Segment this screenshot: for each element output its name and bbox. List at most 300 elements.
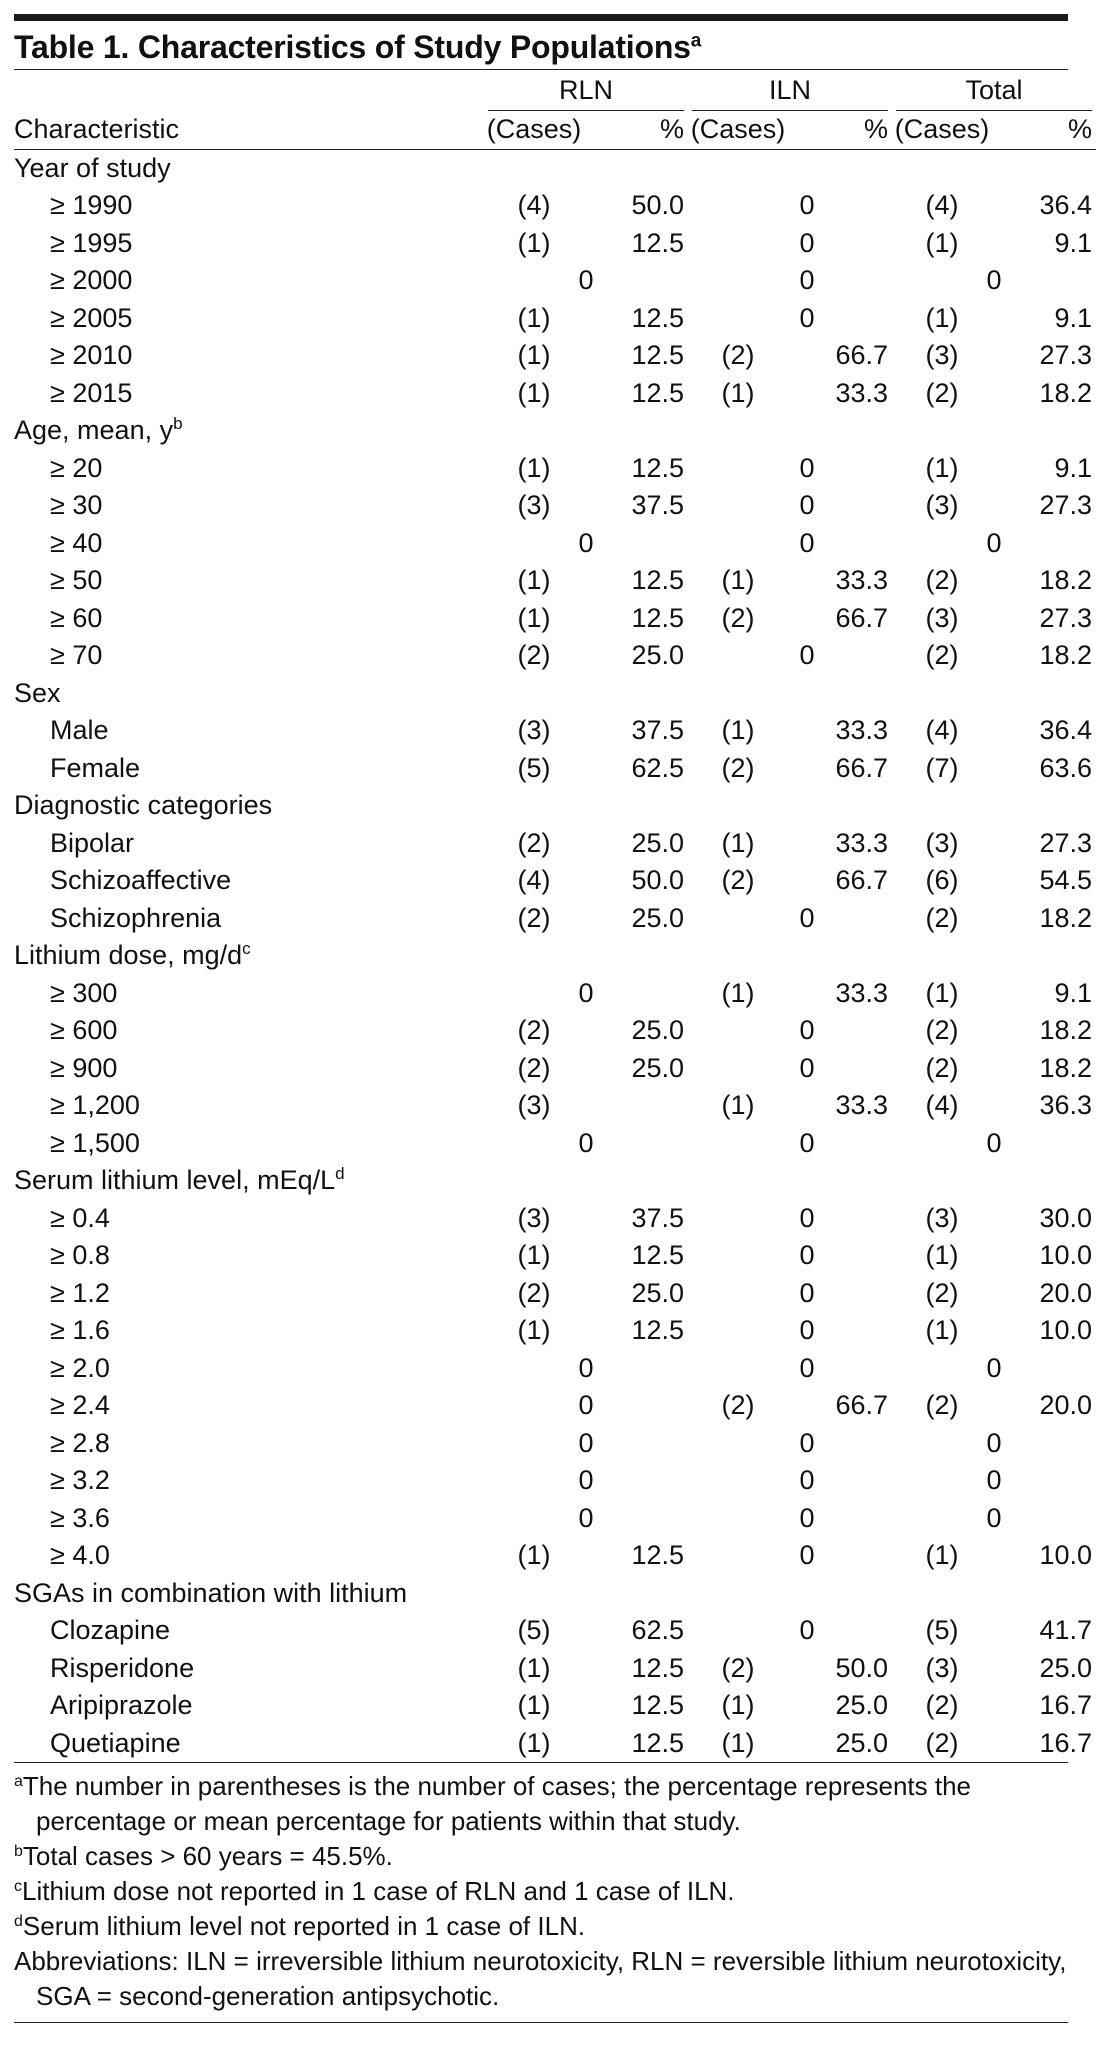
iln-cases: (1) bbox=[721, 1090, 755, 1120]
total-cases: (2) bbox=[925, 1277, 959, 1308]
section-label-text: Year of study bbox=[14, 152, 171, 183]
iln-zero-value: 0 bbox=[799, 1540, 815, 1570]
table-row bbox=[14, 1500, 1096, 1538]
table-row bbox=[14, 1312, 1096, 1350]
table-row bbox=[14, 562, 1096, 600]
row-label: ≥ 2.8 bbox=[50, 1427, 110, 1458]
total-cases: (6) bbox=[925, 865, 959, 895]
rln-percent: 37.5 bbox=[631, 1202, 685, 1233]
rln-cases: (1) bbox=[517, 1690, 551, 1720]
section-label-text: Sex bbox=[14, 677, 61, 708]
iln-cases: (1) bbox=[721, 715, 755, 745]
total-percent: 16.7 bbox=[1039, 1690, 1093, 1720]
table-row bbox=[14, 1612, 1096, 1650]
rln-percent: 37.5 bbox=[631, 715, 685, 745]
column-header-rln-pct: % bbox=[584, 111, 688, 149]
row-label: Bipolar bbox=[50, 827, 135, 858]
section-header-row bbox=[14, 149, 1096, 187]
section-header-row bbox=[14, 937, 1096, 975]
table-row bbox=[14, 1725, 1096, 1763]
iln-zero-value: 0 bbox=[799, 1465, 815, 1495]
iln-percent: 66.7 bbox=[835, 752, 889, 783]
row-label: ≥ 2.4 bbox=[50, 1390, 110, 1420]
rln-cases: (1) bbox=[517, 1540, 551, 1570]
section-header-row bbox=[14, 675, 1096, 713]
section-footnote-marker: b bbox=[173, 414, 183, 433]
total-cases: (4) bbox=[925, 715, 959, 745]
table-row bbox=[14, 1200, 1096, 1238]
group-header-rln-label: RLN bbox=[488, 70, 684, 111]
section-header-row bbox=[14, 1162, 1096, 1200]
column-header-characteristic: Characteristic bbox=[14, 111, 484, 149]
row-label: Male bbox=[50, 715, 109, 745]
table-row bbox=[14, 1087, 1096, 1125]
iln-zero-value: 0 bbox=[799, 1202, 815, 1233]
rln-percent: 25.0 bbox=[631, 640, 685, 670]
rln-cases: (4) bbox=[517, 190, 551, 220]
section-label bbox=[14, 412, 1096, 450]
group-header-spacer bbox=[14, 70, 484, 111]
rln-cases: (1) bbox=[517, 1652, 551, 1683]
footnote bbox=[14, 1839, 1068, 1874]
table-row bbox=[14, 712, 1096, 750]
rln-zero-value: 0 bbox=[578, 1352, 594, 1383]
rln-percent: 25.0 bbox=[631, 1277, 685, 1308]
total-percent: 9.1 bbox=[1054, 227, 1093, 258]
rln-cases: (2) bbox=[517, 1015, 551, 1045]
row-label: ≥ 40 bbox=[50, 527, 103, 558]
rln-cases: (1) bbox=[517, 1315, 551, 1345]
table-row bbox=[14, 337, 1096, 375]
total-percent: 18.2 bbox=[1039, 1052, 1093, 1083]
rln-zero-value: 0 bbox=[578, 1390, 594, 1420]
iln-percent: 25.0 bbox=[835, 1690, 889, 1720]
rln-percent: 62.5 bbox=[631, 752, 685, 783]
rln-percent: 37.5 bbox=[631, 490, 685, 520]
total-cases: (2) bbox=[925, 1727, 959, 1758]
total-cases: (1) bbox=[925, 1540, 959, 1570]
row-label: ≥ 50 bbox=[50, 565, 103, 595]
footnote-text: Abbreviations: ILN = irreversible lithium neurotoxicity, RLN = reversible lithium neurotoxicity, SGA = second-generation antipsychotic. bbox=[14, 1946, 1067, 2011]
row-label: Schizophrenia bbox=[50, 902, 222, 933]
table-row bbox=[14, 825, 1096, 863]
rln-percent: 12.5 bbox=[631, 565, 685, 595]
iln-zero-value: 0 bbox=[799, 190, 815, 220]
total-cases: (7) bbox=[925, 752, 959, 783]
iln-percent: 33.3 bbox=[835, 977, 889, 1008]
total-zero-value: 0 bbox=[986, 1352, 1002, 1383]
total-percent: 10.0 bbox=[1039, 1315, 1093, 1345]
iln-percent: 66.7 bbox=[835, 340, 889, 370]
total-percent: 27.3 bbox=[1039, 827, 1093, 858]
table-row bbox=[14, 225, 1096, 263]
rln-cases: (5) bbox=[517, 752, 551, 783]
rln-percent: 25.0 bbox=[631, 1052, 685, 1083]
iln-zero-value: 0 bbox=[799, 527, 815, 558]
rln-percent: 25.0 bbox=[631, 1015, 685, 1045]
rln-zero-value: 0 bbox=[578, 527, 594, 558]
rln-percent: 12.5 bbox=[631, 377, 685, 408]
table-row bbox=[14, 1125, 1096, 1163]
rln-percent: 50.0 bbox=[631, 190, 685, 220]
iln-percent: 33.3 bbox=[835, 827, 889, 858]
total-zero-value: 0 bbox=[986, 1465, 1002, 1495]
total-percent: 27.3 bbox=[1039, 602, 1093, 633]
total-cases: (2) bbox=[925, 1390, 959, 1420]
footnote bbox=[14, 1944, 1068, 2014]
row-label: ≥ 1.2 bbox=[50, 1277, 110, 1308]
iln-cases: (1) bbox=[721, 377, 755, 408]
row-label: Risperidone bbox=[50, 1652, 195, 1683]
total-cases: (1) bbox=[925, 452, 959, 483]
iln-zero-value: 0 bbox=[799, 1352, 815, 1383]
section-footnote-marker: d bbox=[335, 1164, 345, 1183]
row-label: ≥ 3.6 bbox=[50, 1502, 110, 1533]
iln-cases: (1) bbox=[721, 977, 755, 1008]
section-label-text: Serum lithium level, mEq/L bbox=[14, 1165, 336, 1195]
iln-zero-value: 0 bbox=[799, 1502, 815, 1533]
total-cases: (1) bbox=[925, 1315, 959, 1345]
footnote bbox=[14, 1769, 1068, 1839]
total-percent: 18.2 bbox=[1039, 565, 1093, 595]
iln-cases: (2) bbox=[721, 1390, 755, 1420]
rln-percent: 62.5 bbox=[631, 1615, 685, 1645]
section-footnote-marker: c bbox=[242, 939, 251, 958]
row-label: ≥ 2005 bbox=[50, 302, 133, 333]
row-label: ≥ 1990 bbox=[50, 190, 133, 220]
iln-percent: 33.3 bbox=[835, 715, 889, 745]
total-percent: 36.4 bbox=[1039, 190, 1093, 220]
rln-cases: (1) bbox=[517, 1240, 551, 1270]
iln-cases: (1) bbox=[721, 565, 755, 595]
row-label: ≥ 1,500 bbox=[50, 1127, 140, 1158]
table-row bbox=[14, 1275, 1096, 1313]
group-header-iln bbox=[688, 70, 892, 111]
iln-cases: (2) bbox=[721, 865, 755, 895]
iln-cases: (2) bbox=[721, 752, 755, 783]
total-zero-value: 0 bbox=[986, 527, 1002, 558]
row-label: ≥ 1,200 bbox=[50, 1090, 140, 1120]
total-cases: (1) bbox=[925, 227, 959, 258]
iln-percent: 50.0 bbox=[835, 1652, 889, 1683]
iln-zero-value: 0 bbox=[799, 227, 815, 258]
row-label: ≥ 2015 bbox=[50, 377, 133, 408]
total-cases: (3) bbox=[925, 827, 959, 858]
total-percent: 20.0 bbox=[1039, 1277, 1093, 1308]
bottom-rule bbox=[14, 2022, 1068, 2023]
total-percent: 36.3 bbox=[1039, 1090, 1093, 1120]
rln-percent: 50.0 bbox=[631, 865, 685, 895]
column-header-iln-cases: (Cases) bbox=[688, 111, 788, 149]
rln-zero-value: 0 bbox=[578, 1465, 594, 1495]
total-cases: (4) bbox=[925, 1090, 959, 1120]
iln-percent: 33.3 bbox=[835, 377, 889, 408]
table-row bbox=[14, 1462, 1096, 1500]
row-label: ≥ 60 bbox=[50, 602, 103, 633]
total-zero-value: 0 bbox=[986, 1502, 1002, 1533]
total-cases: (3) bbox=[925, 340, 959, 370]
table-row bbox=[14, 187, 1096, 225]
row-label: ≥ 2010 bbox=[50, 340, 133, 370]
table-bottom-rule bbox=[14, 1762, 1068, 1763]
footnote-marker: b bbox=[14, 1843, 23, 1860]
table-title-text: Table 1. Characteristics of Study Populations bbox=[14, 29, 691, 65]
total-percent: 9.1 bbox=[1054, 452, 1093, 483]
row-label: ≥ 600 bbox=[50, 1015, 118, 1045]
row-label: Aripiprazole bbox=[50, 1690, 193, 1720]
total-cases: (1) bbox=[925, 1240, 959, 1270]
rln-cases: (3) bbox=[517, 715, 551, 745]
row-label: Female bbox=[50, 752, 141, 783]
row-label: ≥ 300 bbox=[50, 977, 118, 1008]
group-header-total-label: Total bbox=[896, 70, 1092, 111]
row-label: Schizoaffective bbox=[50, 865, 232, 895]
table-body bbox=[14, 149, 1096, 1762]
total-cases: (2) bbox=[925, 1052, 959, 1083]
table-row bbox=[14, 1687, 1096, 1725]
total-percent: 41.7 bbox=[1039, 1615, 1093, 1645]
row-label: Clozapine bbox=[50, 1615, 171, 1645]
rln-cases: (2) bbox=[517, 1277, 551, 1308]
iln-zero-value: 0 bbox=[799, 1127, 815, 1158]
total-percent: 36.4 bbox=[1039, 715, 1093, 745]
group-header-row bbox=[14, 70, 1096, 111]
section-label bbox=[14, 675, 1096, 713]
total-cases: (3) bbox=[925, 1202, 959, 1233]
total-percent: 10.0 bbox=[1039, 1240, 1093, 1270]
total-percent: 18.2 bbox=[1039, 902, 1093, 933]
total-zero-value: 0 bbox=[986, 265, 1002, 295]
iln-percent: 25.0 bbox=[835, 1727, 889, 1758]
section-label bbox=[14, 1162, 1096, 1200]
iln-zero-value: 0 bbox=[799, 1240, 815, 1270]
rln-percent bbox=[584, 1087, 688, 1125]
table-row bbox=[14, 1237, 1096, 1275]
footnote-marker: c bbox=[14, 1878, 22, 1895]
rln-percent: 12.5 bbox=[631, 1540, 685, 1570]
rln-percent: 12.5 bbox=[631, 1727, 685, 1758]
column-header-iln-pct: % bbox=[788, 111, 892, 149]
total-cases: (3) bbox=[925, 602, 959, 633]
column-header-total-pct: % bbox=[992, 111, 1096, 149]
iln-cases: (2) bbox=[721, 340, 755, 370]
rln-cases: (1) bbox=[517, 302, 551, 333]
iln-zero-value: 0 bbox=[799, 1277, 815, 1308]
total-percent: 9.1 bbox=[1054, 977, 1093, 1008]
table-row bbox=[14, 1350, 1096, 1388]
section-label bbox=[14, 1575, 1096, 1613]
total-cases: (2) bbox=[925, 1690, 959, 1720]
rln-percent: 12.5 bbox=[631, 1315, 685, 1345]
row-label: ≥ 20 bbox=[50, 452, 103, 483]
total-zero-value: 0 bbox=[986, 1127, 1002, 1158]
total-percent: 18.2 bbox=[1039, 1015, 1093, 1045]
rln-percent: 25.0 bbox=[631, 902, 685, 933]
total-percent: 63.6 bbox=[1039, 752, 1093, 783]
characteristics-table bbox=[14, 70, 1096, 1762]
total-percent: 10.0 bbox=[1039, 1540, 1093, 1570]
row-label: ≥ 30 bbox=[50, 490, 103, 520]
iln-percent: 66.7 bbox=[835, 1390, 889, 1420]
rln-cases: (1) bbox=[517, 602, 551, 633]
rln-percent: 12.5 bbox=[631, 602, 685, 633]
rln-zero-value: 0 bbox=[578, 977, 594, 1008]
group-header-iln-label: ILN bbox=[692, 70, 888, 111]
iln-zero-value: 0 bbox=[799, 902, 815, 933]
rln-zero-value: 0 bbox=[578, 1427, 594, 1458]
footnote bbox=[14, 1874, 1068, 1909]
table-row bbox=[14, 900, 1096, 938]
rln-cases: (3) bbox=[517, 1202, 551, 1233]
rln-percent: 12.5 bbox=[631, 452, 685, 483]
rln-cases: (2) bbox=[517, 827, 551, 858]
rln-percent: 25.0 bbox=[631, 827, 685, 858]
total-cases: (4) bbox=[925, 190, 959, 220]
rln-cases: (1) bbox=[517, 452, 551, 483]
total-percent: 25.0 bbox=[1039, 1652, 1093, 1683]
total-cases: (3) bbox=[925, 490, 959, 520]
total-percent: 30.0 bbox=[1039, 1202, 1093, 1233]
section-label bbox=[14, 787, 1096, 825]
iln-zero-value: 0 bbox=[799, 1427, 815, 1458]
total-cases: (2) bbox=[925, 640, 959, 670]
row-label: ≥ 1.6 bbox=[50, 1315, 110, 1345]
section-header-row bbox=[14, 787, 1096, 825]
row-label: ≥ 0.8 bbox=[50, 1240, 110, 1270]
table-row bbox=[14, 487, 1096, 525]
row-label: Quetiapine bbox=[50, 1727, 181, 1758]
iln-zero-value: 0 bbox=[799, 1315, 815, 1345]
section-label-text: Diagnostic categories bbox=[14, 790, 273, 820]
total-percent: 27.3 bbox=[1039, 490, 1093, 520]
rln-cases: (2) bbox=[517, 1052, 551, 1083]
rln-percent: 12.5 bbox=[631, 1690, 685, 1720]
section-label bbox=[14, 149, 1096, 187]
table-row bbox=[14, 1537, 1096, 1575]
rln-zero-value: 0 bbox=[578, 265, 594, 295]
section-label-text: SGAs in combination with lithium bbox=[14, 1577, 408, 1608]
footnote bbox=[14, 1909, 1068, 1944]
table-row bbox=[14, 1425, 1096, 1463]
total-cases: (2) bbox=[925, 902, 959, 933]
section-label-text: Lithium dose, mg/d bbox=[14, 940, 243, 970]
iln-zero-value: 0 bbox=[799, 302, 815, 333]
table-row bbox=[14, 300, 1096, 338]
rln-percent: 12.5 bbox=[631, 1652, 685, 1683]
rln-cases: (1) bbox=[517, 377, 551, 408]
row-label: ≥ 2000 bbox=[50, 265, 133, 295]
footnote-text: The number in parentheses is the number of cases; the percentage represents the percentage or mean percentage for patients within that study. bbox=[22, 1771, 972, 1836]
table-row bbox=[14, 450, 1096, 488]
rln-percent: 12.5 bbox=[631, 340, 685, 370]
iln-zero-value: 0 bbox=[799, 1052, 815, 1083]
table-row bbox=[14, 1050, 1096, 1088]
iln-zero-value: 0 bbox=[799, 1015, 815, 1045]
iln-cases: (2) bbox=[721, 602, 755, 633]
table-row bbox=[14, 750, 1096, 788]
table-row bbox=[14, 1650, 1096, 1688]
rln-cases: (1) bbox=[517, 1727, 551, 1758]
footnote-marker: a bbox=[14, 1773, 23, 1790]
rln-percent: 12.5 bbox=[631, 302, 685, 333]
total-percent: 18.2 bbox=[1039, 377, 1093, 408]
rln-cases: (2) bbox=[517, 902, 551, 933]
table-page bbox=[14, 14, 1093, 2023]
iln-percent: 33.3 bbox=[835, 1090, 889, 1120]
rln-cases: (1) bbox=[517, 565, 551, 595]
row-label: ≥ 3.2 bbox=[50, 1465, 110, 1495]
table-row bbox=[14, 637, 1096, 675]
rln-cases: (3) bbox=[517, 1090, 551, 1120]
iln-percent: 66.7 bbox=[835, 602, 889, 633]
total-cases: (3) bbox=[925, 1652, 959, 1683]
total-percent: 16.7 bbox=[1039, 1727, 1093, 1758]
row-label: ≥ 900 bbox=[50, 1052, 118, 1083]
rln-cases: (2) bbox=[517, 640, 551, 670]
row-label: ≥ 1995 bbox=[50, 227, 133, 258]
total-percent: 9.1 bbox=[1054, 302, 1093, 333]
column-header-rln-cases: (Cases) bbox=[484, 111, 584, 149]
top-rule bbox=[14, 14, 1068, 21]
footnote-text: Total cases > 60 years = 45.5%. bbox=[22, 1841, 393, 1871]
rln-cases: (5) bbox=[517, 1615, 551, 1645]
total-cases: (2) bbox=[925, 565, 959, 595]
iln-cases: (2) bbox=[721, 1652, 755, 1683]
column-header-row bbox=[14, 111, 1096, 149]
iln-zero-value: 0 bbox=[799, 490, 815, 520]
footnote-text: Serum lithium level not reported in 1 case of ILN. bbox=[22, 1911, 586, 1941]
rln-cases: (4) bbox=[517, 865, 551, 895]
section-header-row bbox=[14, 412, 1096, 450]
group-header-total bbox=[892, 70, 1096, 111]
total-cases: (2) bbox=[925, 1015, 959, 1045]
table-row bbox=[14, 862, 1096, 900]
section-label-text: Age, mean, y bbox=[14, 415, 174, 445]
rln-percent: 12.5 bbox=[631, 227, 685, 258]
footnote-text: Lithium dose not reported in 1 case of RLN and 1 case of ILN. bbox=[22, 1876, 735, 1906]
iln-percent: 66.7 bbox=[835, 865, 889, 895]
table-row bbox=[14, 262, 1096, 300]
table-row bbox=[14, 375, 1096, 413]
rln-cases: (1) bbox=[517, 340, 551, 370]
rln-cases: (3) bbox=[517, 490, 551, 520]
rln-cases: (1) bbox=[517, 227, 551, 258]
total-cases: (1) bbox=[925, 977, 959, 1008]
total-percent: 27.3 bbox=[1039, 340, 1093, 370]
section-header-row bbox=[14, 1575, 1096, 1613]
iln-percent: 33.3 bbox=[835, 565, 889, 595]
total-zero-value: 0 bbox=[986, 1427, 1002, 1458]
table-row bbox=[14, 525, 1096, 563]
rln-zero-value: 0 bbox=[578, 1502, 594, 1533]
table-row bbox=[14, 1387, 1096, 1425]
column-header-total-cases: (Cases) bbox=[892, 111, 992, 149]
iln-cases: (1) bbox=[721, 1727, 755, 1758]
iln-zero-value: 0 bbox=[799, 640, 815, 670]
footnotes bbox=[14, 1769, 1068, 2014]
iln-zero-value: 0 bbox=[799, 452, 815, 483]
total-percent: 18.2 bbox=[1039, 640, 1093, 670]
iln-cases: (1) bbox=[721, 827, 755, 858]
table-row bbox=[14, 1012, 1096, 1050]
iln-zero-value: 0 bbox=[799, 1615, 815, 1645]
row-label: ≥ 70 bbox=[50, 640, 103, 670]
total-percent: 54.5 bbox=[1039, 865, 1093, 895]
rln-zero-value: 0 bbox=[578, 1127, 594, 1158]
iln-zero-value: 0 bbox=[799, 265, 815, 295]
table-row bbox=[14, 600, 1096, 638]
iln-cases: (1) bbox=[721, 1690, 755, 1720]
